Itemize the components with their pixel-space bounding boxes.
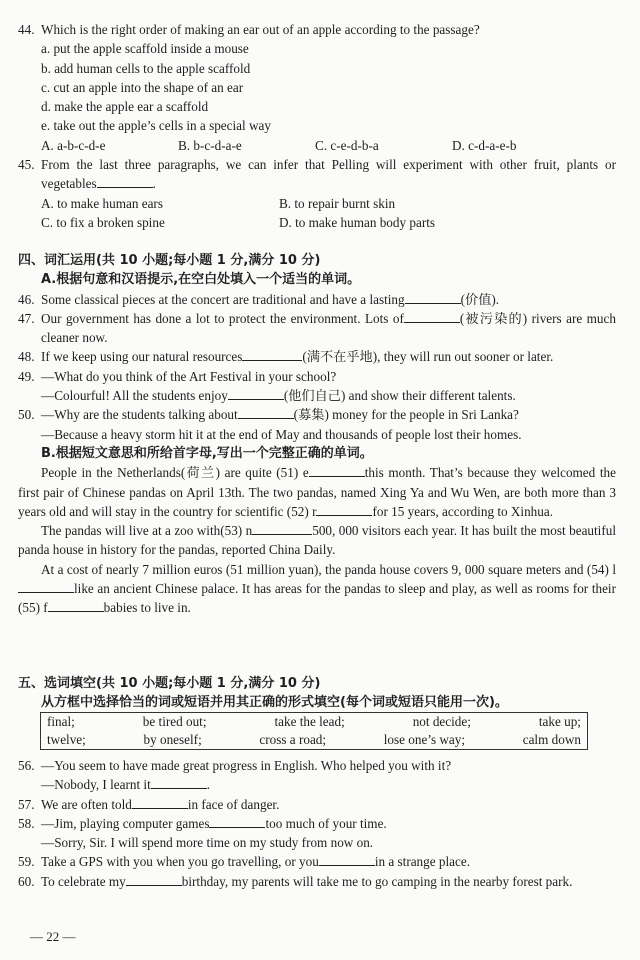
question-stem: From the last three paragraphs, we can infer that Pelling will experiment with other fruit, plants or vegetables: [41, 157, 616, 192]
question-58-line-2: —Sorry, Sir. I will spend more time on my study from now on.: [41, 835, 374, 851]
question-49: 49. —What do you think of the Art Festival in your school?: [18, 368, 337, 384]
answer-blank-53[interactable]: [252, 521, 312, 535]
word-option: not decide;: [412, 714, 471, 729]
question-stem: Which is the right order of making an ear out of an apple according to the passage?: [41, 22, 480, 37]
word-option: calm down: [522, 732, 581, 747]
section-5: [18, 674, 616, 713]
question-60: 60. To celebrate my birthday, my parents will take me to go camping in the nearby forest park.: [18, 873, 573, 889]
question-56: 56. —You seem to have made great progress in English. Who helped you with it?: [18, 758, 452, 773]
option-d: D. to make human body parts: [279, 214, 436, 230]
answer-blank[interactable]: [319, 852, 375, 866]
answer-blank[interactable]: [238, 405, 294, 419]
option-b: B. to repair burnt skin: [279, 195, 396, 211]
question-49-answer-line: —Colourful! All the students enjoy (他们自己) and show their different talents.: [41, 388, 516, 404]
answer-blank-54[interactable]: [18, 579, 74, 593]
answer-blank[interactable]: [404, 309, 460, 323]
step-e: e. take out the apple’s cells in a special way: [41, 118, 271, 134]
answer-blank-55[interactable]: [48, 598, 104, 612]
word-box-row-2: [47, 731, 581, 749]
question-57: 57. We are often told in face of danger.: [18, 796, 280, 812]
answer-blank[interactable]: [228, 386, 284, 400]
question-58: 58. —Jim, playing computer games too much of your time.: [18, 815, 387, 831]
options-row-1: [18, 194, 616, 213]
step-b: b. add human cells to the apple scaffold: [41, 60, 251, 76]
step-d: d. make the apple ear a scaffold: [41, 99, 209, 115]
word-option: take the lead;: [274, 714, 345, 729]
word-option: cross a road;: [259, 732, 327, 747]
word-box-row-1: [47, 713, 581, 731]
passage-paragraph-2: The pandas will live at a zoo with(53) n 500, 000 visitors each year. It has built the most beautiful panda house in history for the pandas, reported China Daily.: [18, 523, 616, 558]
answer-blank[interactable]: [209, 814, 265, 828]
options: [18, 136, 616, 155]
option-a: A. to make human ears: [41, 195, 163, 211]
answer-blank[interactable]: [405, 290, 461, 304]
option-a: A. a-b-c-d-e: [41, 137, 106, 153]
step-c: c. cut an apple into the shape of an ear: [41, 79, 244, 95]
question-45: 45. From the last three paragraphs, we can infer that Pelling will experiment with other fruit, plants or vegetables . A. to make human ears B. to repair burnt skin C. to fix a broken spine D. to make human body parts: [18, 155, 616, 232]
option-d: D. c-d-a-e-b: [452, 137, 517, 153]
word-box: [40, 712, 588, 750]
option-c: C. to fix a broken spine: [41, 214, 165, 230]
passage-paragraph-1: People in the Netherlands(荷兰) are quite (51) e this month. That’s because they welcomed the first pair of Chinese pandas on April 13th. The two pandas, named Xing Ya and Wu Wen, are both more than 3 years old and will stay in the country for scientific (52) r for 15 years, according to Xinhua.: [18, 465, 616, 519]
answer-blank-52[interactable]: [316, 502, 372, 516]
word-option: be tired out;: [142, 714, 207, 729]
answer-blank[interactable]: [132, 795, 188, 809]
step-a: a. put the apple scaffold inside a mouse: [41, 41, 249, 57]
section-4: [18, 251, 616, 618]
question-50: 50. —Why are the students talking about (募集) money for the people in Sri Lanka?: [18, 407, 519, 423]
question-50-line-2: —Because a heavy storm hit it at the end of May and thousands of people lost their homes.: [41, 426, 522, 442]
answer-blank[interactable]: [97, 174, 153, 188]
word-option: by oneself;: [143, 732, 202, 747]
options-row-2: [18, 213, 616, 232]
question-47: 47. Our government has done a lot to protect the environment. Lots of (被污染的) rivers are much cleaner now.: [18, 310, 616, 346]
question-48: 48. If we keep using our natural resources (满不在乎地), they will run out sooner or later.: [18, 349, 554, 365]
page-number: — 22 —: [30, 929, 76, 944]
passage-paragraph-3: At a cost of nearly 7 million euros (51 million yuan), the panda house covers 9, 000 square meters and (54) llike an ancient Chinese palace. It has areas for the pandas to sleep and play, as well as rooms for their (55) f babies to live in.: [18, 561, 616, 616]
section-5-questions: [18, 756, 616, 891]
section-instruction: 从方框中选择恰当的词或短语并用其正确的形式填空(每个词或短语只能用一次)。: [41, 695, 508, 711]
word-option: twelve;: [47, 732, 86, 747]
section-heading: 四、词汇运用(共 10 小题;每小题 1 分,满分 10 分): [18, 253, 321, 268]
part-a-instruction: A.根据句意和汉语提示,在空白处填入一个适当的单词。: [41, 272, 361, 288]
question-56-answer-line: —Nobody, I learnt it .: [41, 777, 211, 793]
question-59: 59. Take a GPS with you when you go travelling, or you in a strange place.: [18, 854, 471, 870]
answer-blank[interactable]: [126, 872, 182, 886]
option-c: C. c-e-d-b-a: [315, 137, 379, 153]
question-number: 44.: [18, 22, 35, 37]
question-46: 46. Some classical pieces at the concert are traditional and have a lasting (价值).: [18, 291, 500, 307]
option-b: B. b-c-d-a-e: [178, 137, 242, 153]
answer-blank[interactable]: [242, 347, 302, 361]
word-option: lose one’s way;: [383, 732, 466, 747]
answer-blank[interactable]: [151, 775, 207, 789]
answer-blank-51[interactable]: [309, 463, 365, 477]
question-44: [18, 20, 616, 155]
word-option: take up;: [538, 714, 581, 729]
word-option: final;: [47, 714, 75, 729]
question-number: 45.: [18, 157, 35, 172]
section-heading: 五、选词填空(共 10 小题;每小题 1 分,满分 10 分): [18, 676, 321, 691]
part-b-instruction: B.根据短文意思和所给首字母,写出一个完整正确的单词。: [41, 445, 373, 461]
